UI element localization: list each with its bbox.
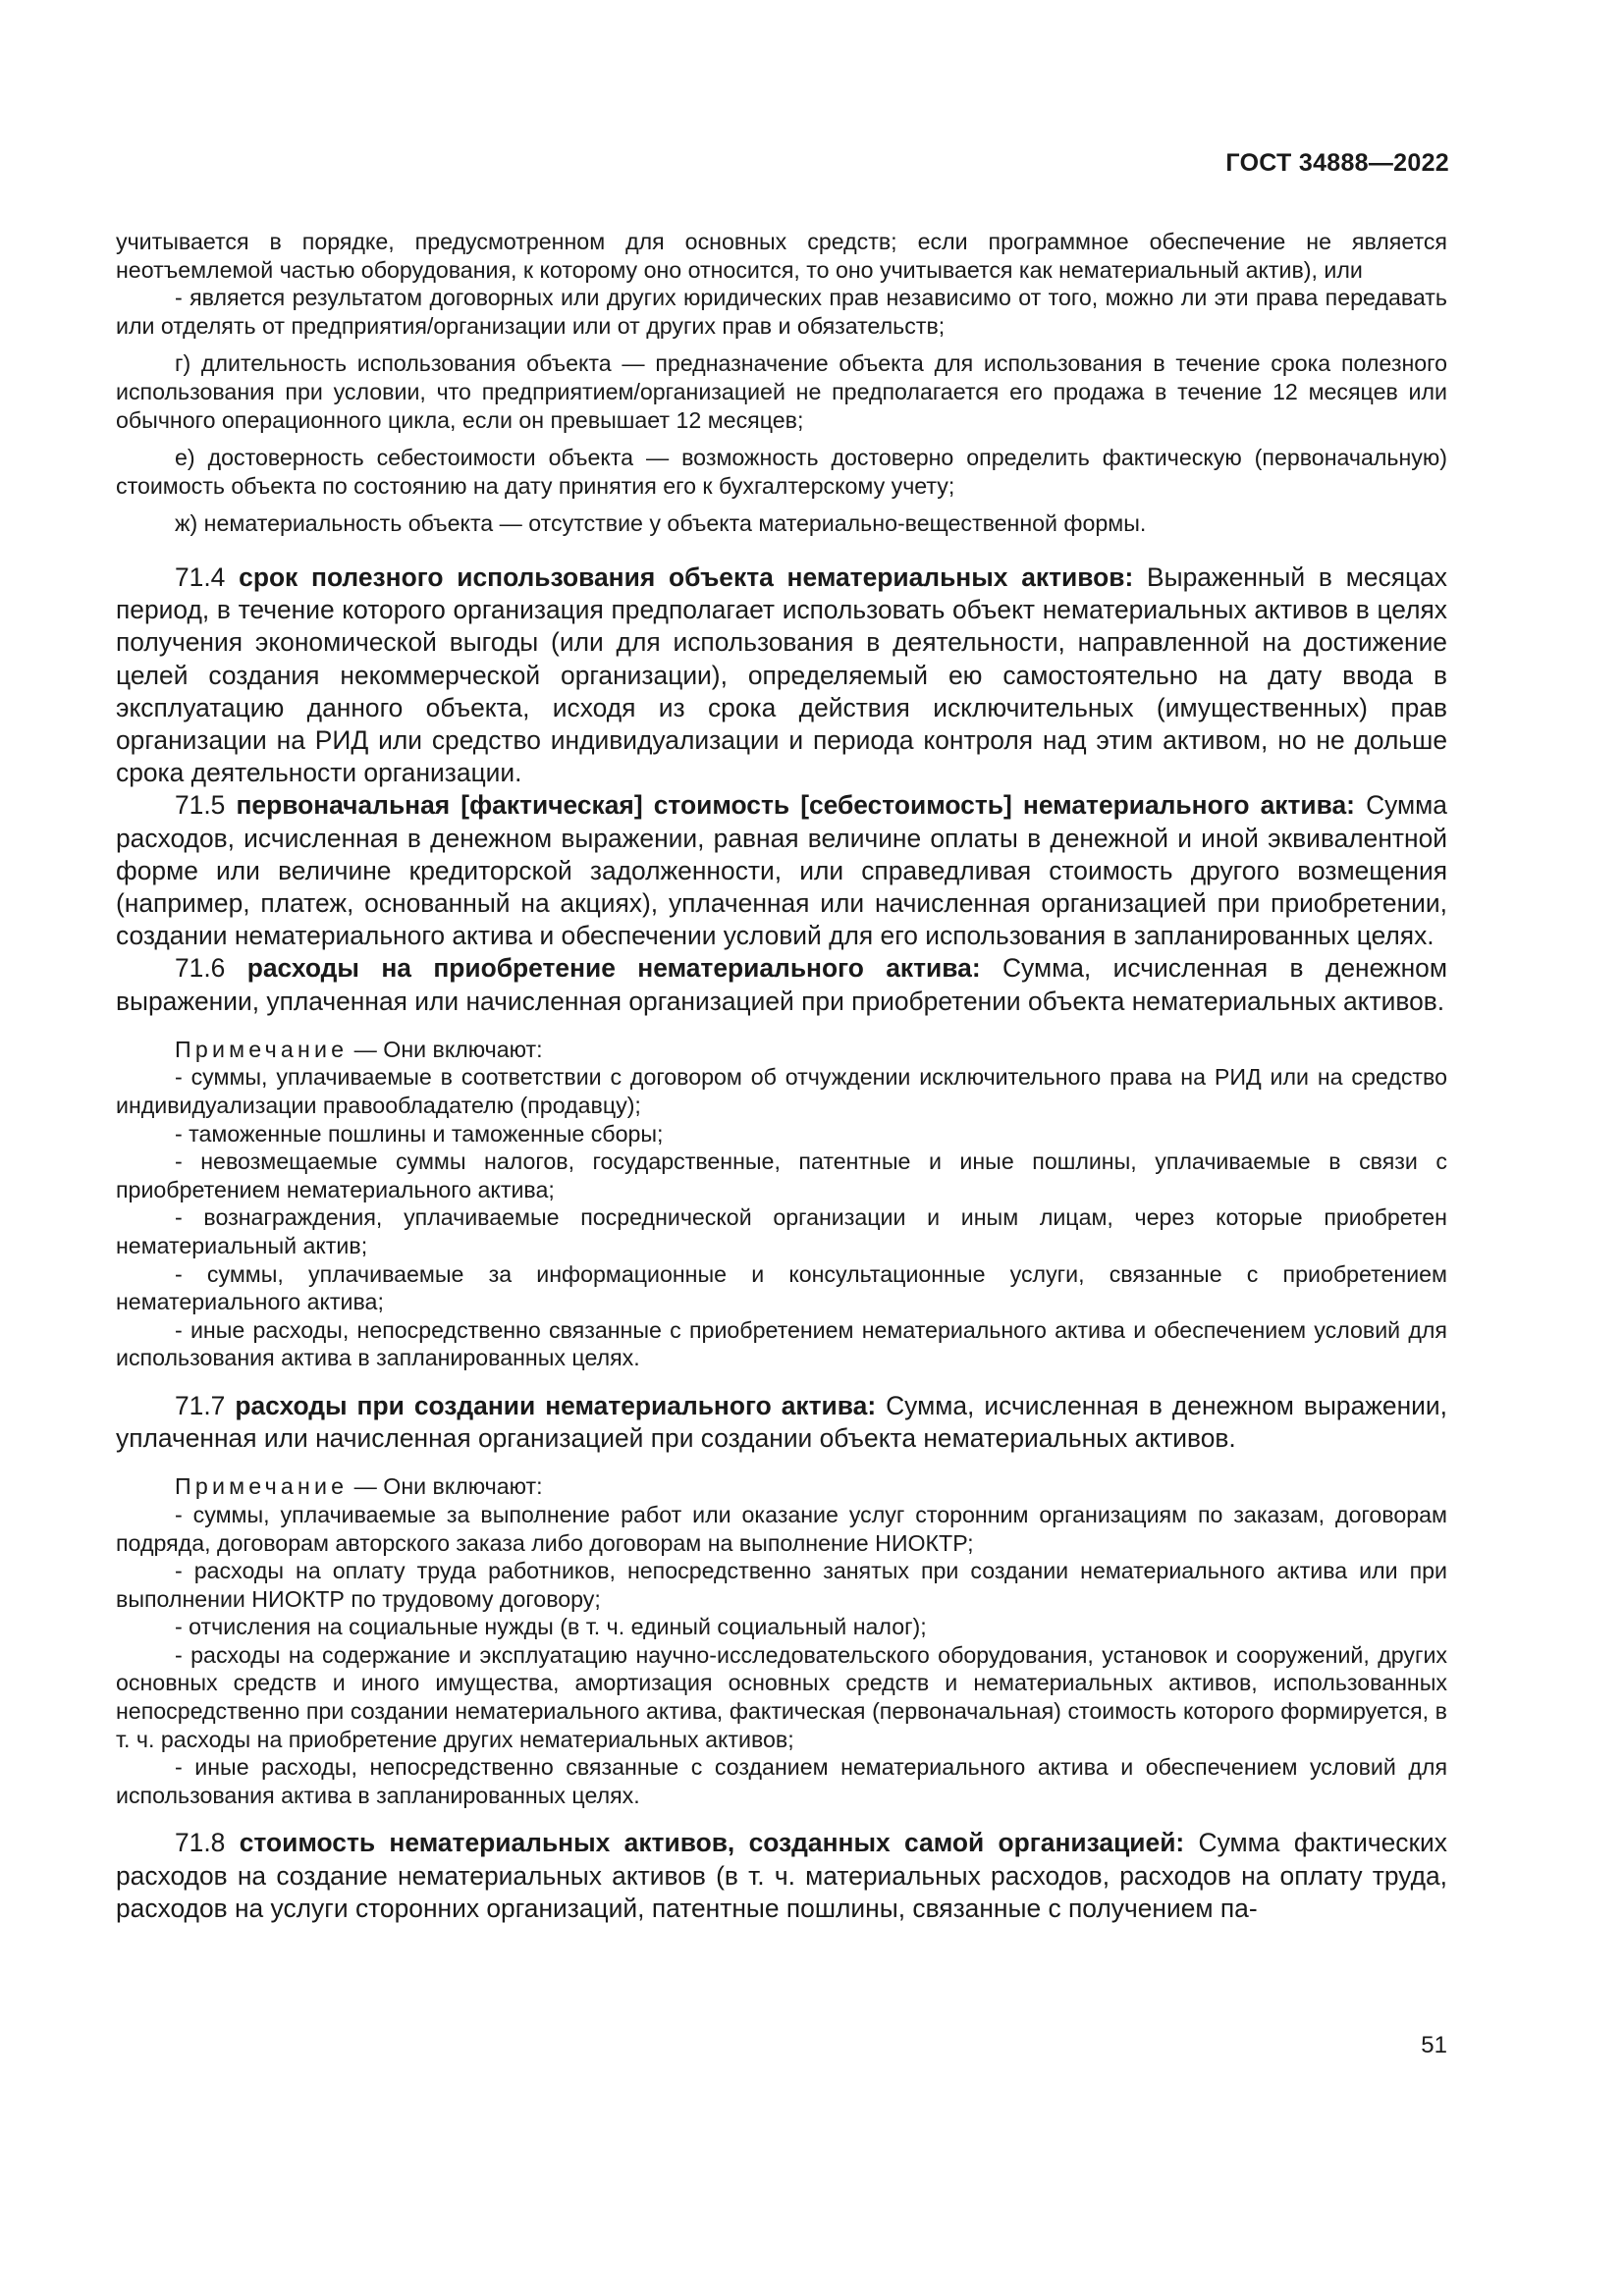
definition-number: 71.8: [175, 1828, 240, 1858]
note-item: - суммы, уплачиваемые за выполнение работ или оказание услуг сторонним организациям по заказам, договорам подряда, договорам авторского заказа либо договорам на выполнение НИОКТР;: [116, 1501, 1447, 1556]
page-body: [116, 228, 1447, 1925]
definition-term: стоимость нематериальных активов, созданных самой организацией:: [239, 1828, 1185, 1858]
definition-term: расходы при создании нематериального актива:: [235, 1390, 877, 1420]
note-item: - невозмещаемые суммы налогов, государственные, патентные и иные пошлины, уплачиваемые в связи с приобретением нематериального актива;: [116, 1148, 1447, 1202]
note-intro: — Они включают:: [348, 1473, 543, 1500]
note-item: - иные расходы, непосредственно связанные с созданием нематериального актива и обеспечением условий для использования актива в запланированных целях.: [116, 1754, 1447, 1808]
definition-number: 71.4: [175, 561, 240, 592]
definition-71-6: [116, 952, 1447, 1017]
note-item: - таможенные пошлины и таможенные сборы;: [175, 1120, 664, 1147]
list-item-g: г) длительность использования объекта — предназначение объекта для использования в течение срока полезного использования при условии, что предприятием/организацией не предполагается его продажа в течение 12 месяцев или обычного операционного цикла, если он превышает 12 месяцев;: [116, 350, 1447, 433]
definition-term: срок полезного использования объекта нематериальных активов:: [239, 561, 1134, 592]
note-item: - расходы на содержание и эксплуатацию научно-исследовательского оборудования, установок и сооружений, других основных средств и иного имущества, амортизация основных средств и нематериальных активов, использованных непосредственно при создании нематериального актива, фактическая (первоначальная) стоимость которого формируется, в т. ч. расходы на приобретение других нематериальных активов;: [116, 1641, 1447, 1752]
definition-number: 71.5: [175, 790, 237, 821]
list-item-zh: ж) нематериальность объекта — отсутствие у объекта материально-вещественной формы.: [175, 510, 1147, 537]
note-item: - вознаграждения, уплачиваемые посреднической организации и иным лицам, через которые приобретен нематериальный актив;: [116, 1204, 1447, 1258]
note-label: Примечание: [175, 1036, 349, 1062]
note-label: Примечание: [175, 1473, 349, 1500]
list-item-e: е) достоверность себестоимости объекта — возможность достоверно определить фактическую (первоначальную) стоимость объекта по состоянию на дату принятия его к бухгалтерскому учету;: [116, 445, 1447, 499]
definition-text: Сумма, исчисленная в денежном выражении, уплаченная или начисленная организацией при приобретении объекта нематериальных активов.: [116, 953, 1448, 1016]
definition-term: первоначальная [фактическая] стоимость [себестоимость] нематериального актива:: [236, 790, 1355, 821]
note-item: - суммы, уплачиваемые в соответствии с договором об отчуждении исключительного права на РИД или на средство индивидуализации правообладателю (продавцу);: [116, 1064, 1447, 1118]
definition-text: Сумма фактических расходов на создание нематериальных активов (в т. ч. материальных расходов, расходов на оплату труда, расходов на услуги сторонних организаций, патентные пошлины, связанные с получением па-: [116, 1828, 1447, 1923]
definition-number: 71.6: [175, 953, 247, 984]
standard-designation: ГОСТ 34888—2022: [1225, 149, 1449, 177]
definition-71-8: [116, 1827, 1447, 1925]
definition-text: Сумма расходов, исчисленная в денежном выражении, равная величине оплаты в денежной и иной эквивалентной форме или величине кредиторской задолженности, или справедливая стоимость другого возмещения (например, платеж, основанный на акциях), уплаченная или начисленная организацией при приобретении, создании нематериального актива и обеспечении условий для его использования в запланированных целях.: [116, 790, 1447, 951]
note-heading: [116, 1036, 1447, 1064]
definition-text: Сумма, исчисленная в денежном выражении, уплаченная или начисленная организацией при создании объекта нематериальных активов.: [116, 1390, 1447, 1454]
definition-71-7: [116, 1390, 1447, 1455]
definition-71-5: [116, 789, 1447, 952]
list-item: - является результатом договорных или других юридических прав независимо от того, можно ли эти права передавать или отделять от предприятия/организации или от других прав и обязательств;: [116, 285, 1447, 339]
definition-number: 71.7: [175, 1390, 236, 1420]
definition-term: расходы на приобретение нематериального актива:: [246, 953, 981, 984]
note-item: - расходы на оплату труда работников, непосредственно занятых при создании нематериального актива или при выполнении НИОКТР по трудовому договору;: [116, 1558, 1447, 1612]
continuation-text: учитывается в порядке, предусмотренном для основных средств; если программное обеспечение не является неотъемлемой частью оборудования, к которому оно относится, то оно учитывается как нематериальный актив), или: [116, 229, 1447, 283]
page-number: 51: [1421, 2032, 1447, 2058]
note-item: - отчисления на социальные нужды (в т. ч. единый социальный налог);: [175, 1614, 927, 1640]
definition-71-4: [116, 561, 1447, 789]
definition-text: Выраженный в месяцах период, в течение которого организация предполагает использовать объект нематериальных активов в целях получения экономической выгоды (или для использования в деятельности, направленной на достижение целей создания некоммерческой организации), определяемый ею самостоятельно на дату ввода в эксплуатацию данного объекта, исходя из срока действия исключительных (имущественных) прав организации на РИД или средство индивидуализации и периода контроля над этим активом, но не дольше срока деятельности организации.: [116, 561, 1447, 788]
note-item: - суммы, уплачиваемые за информационные и консультационные услуги, связанные с приобретением нематериального актива;: [116, 1260, 1447, 1315]
note-heading: [116, 1472, 1447, 1501]
note-intro: — Они включают:: [348, 1036, 543, 1062]
note-item: - иные расходы, непосредственно связанные с приобретением нематериального актива и обеспечением условий для использования актива в запланированных целях.: [116, 1316, 1447, 1371]
